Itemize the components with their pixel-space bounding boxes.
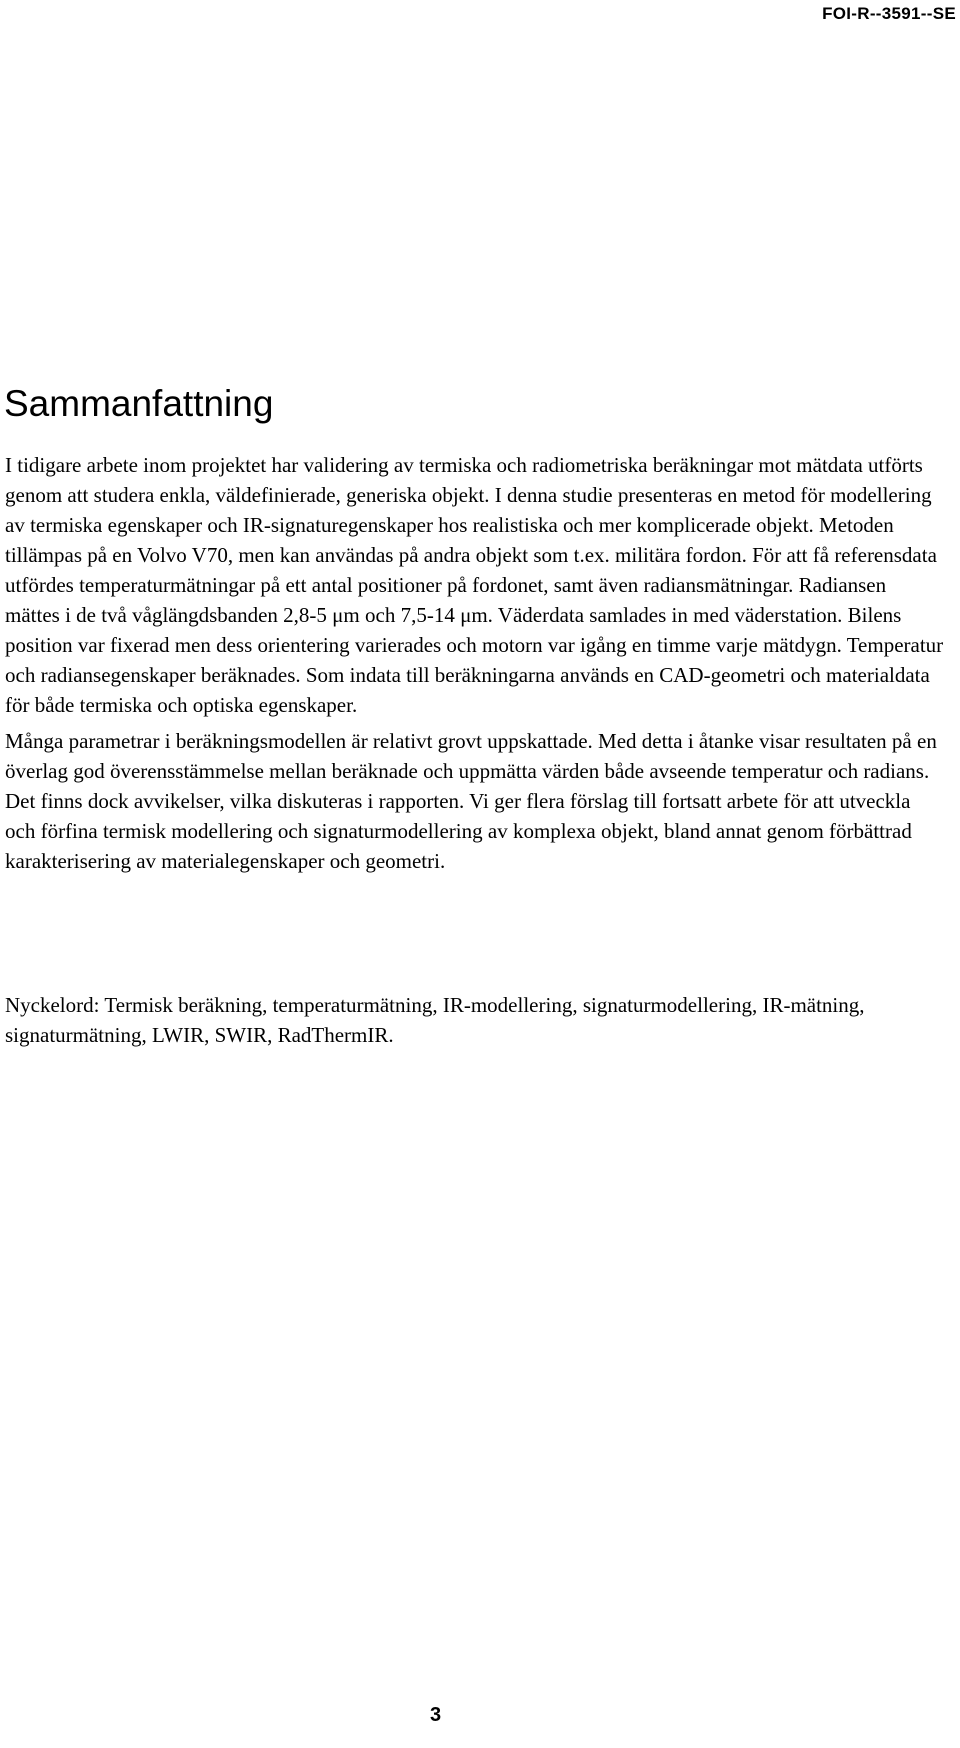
page-number: 3	[430, 1704, 442, 1726]
report-id: FOI-R--3591--SE	[822, 4, 956, 23]
keywords: Nyckelord: Termisk beräkning, temperaturmätning, IR-modellering, signaturmodellering, IR-mätning, signaturmätning, LWIR, SWIR, RadThermIR.	[5, 993, 865, 1047]
summary-paragraph-1: I tidigare arbete inom projektet har validering av termiska och radiometriska beräkningar mot mätdata utförts genom att studera enkla, väldefinierade, generiska objekt. I denna studie presenteras en metod för modellering av termiska egenskaper och IR-signaturegenskaper hos realistiska och mer komplicerade objekt. Metoden tillämpas på en Volvo V70, men kan användas på andra objekt som t.ex. militära fordon. För att få referensdata utfördes temperaturmätningar på ett antal positioner på fordonet, samt även radiansmätningar. Radiansen mättes i de två våglängdsbanden 2,8-5 μm och 7,5-14 μm. Väderdata samlades in med väderstation. Bilens position var fixerad men dess orientering varierades och motorn var igång en timme varje mätdygn. Temperatur och radiansegenskaper beräknades. Som indata till beräkningarna används en CAD-geometri och materialdata för både termiska och optiska egenskaper.	[5, 453, 944, 717]
summary-body	[5, 450, 945, 876]
page-title: Sammanfattning	[4, 383, 274, 424]
summary-paragraph-2: Många parametrar i beräkningsmodellen är relativt grovt uppskattade. Med detta i åtanke visar resultaten på en överlag god överensstämmelse mellan beräknade och uppmätta värden både avseende temperatur och radians. Det finns dock avvikelser, vilka diskuteras i rapporten. Vi ger flera förslag till fortsatt arbete för att utveckla och förfina termisk modellering och signaturmodellering av komplexa objekt, bland annat genom förbättrad karakterisering av materialegenskaper och geometri.	[5, 729, 937, 873]
